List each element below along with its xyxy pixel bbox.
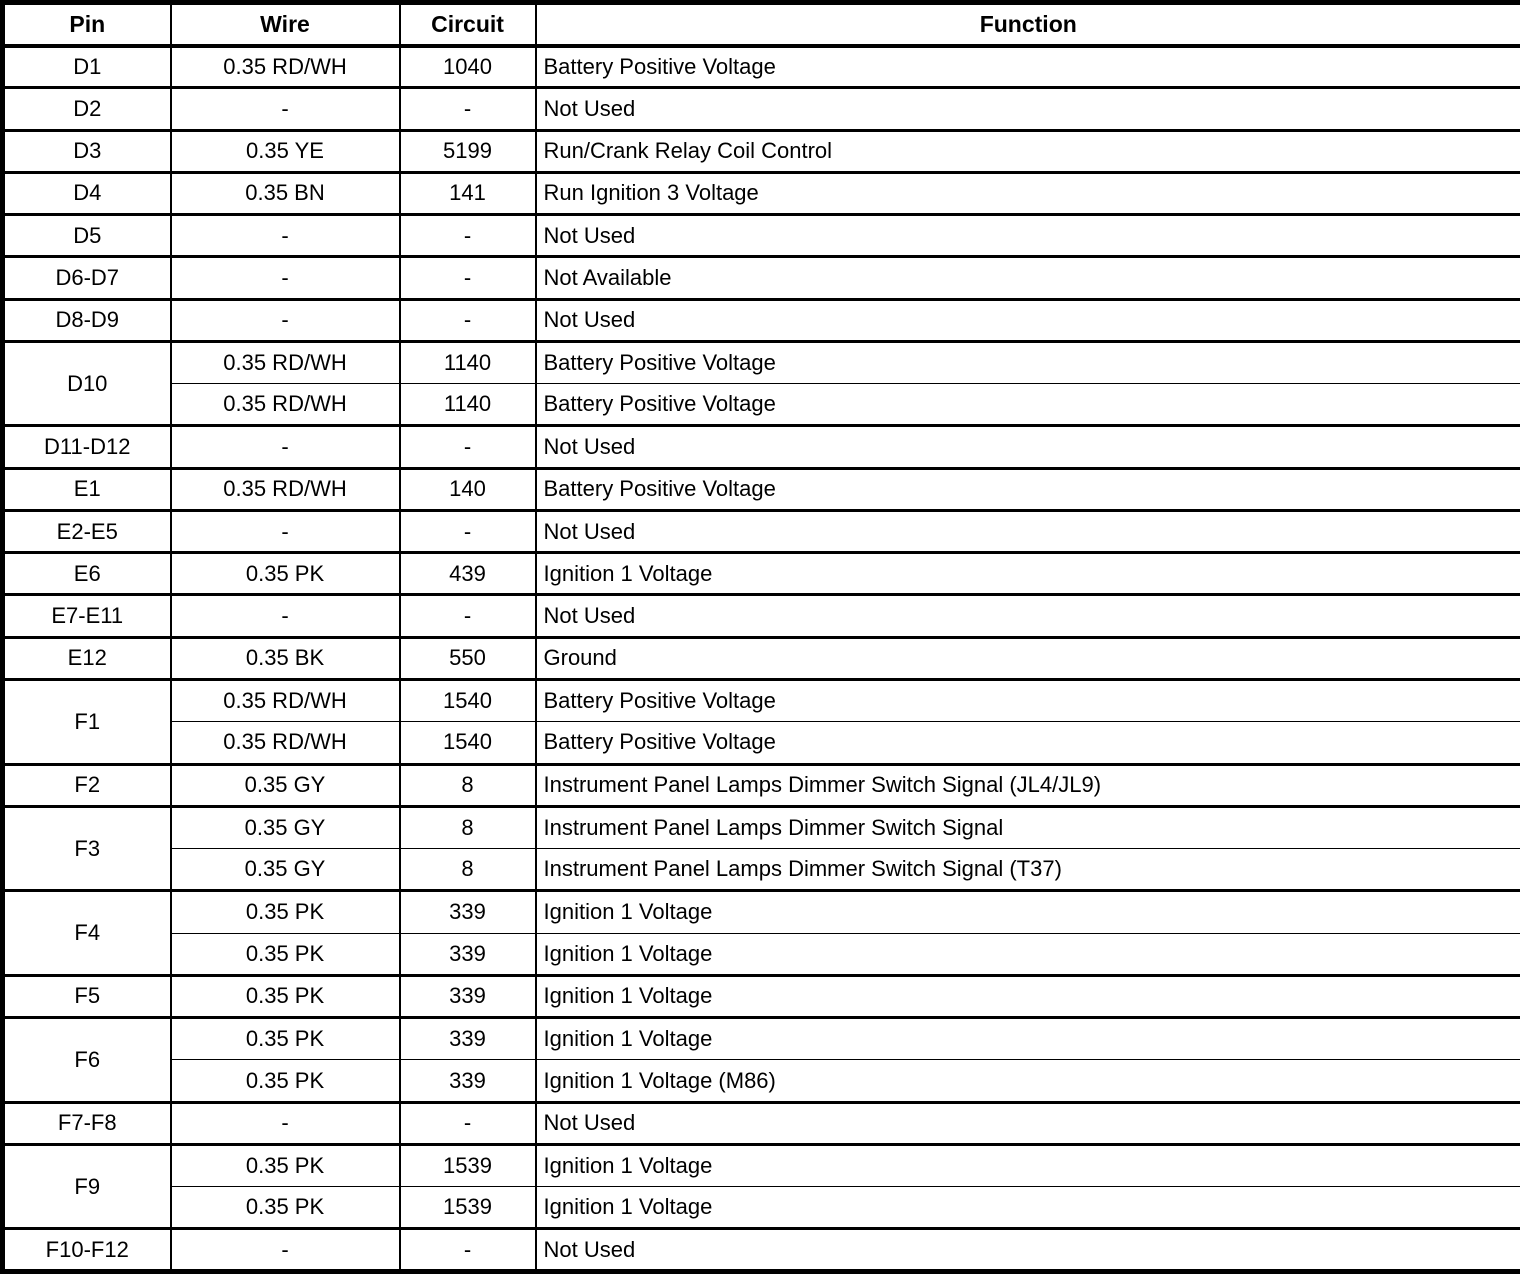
table-row	[3, 1018, 1520, 1060]
wire-cell: 0.35 GY	[171, 764, 400, 806]
pin-cell: D10	[3, 341, 171, 426]
wire-cell: 0.35 PK	[171, 975, 400, 1017]
table-row	[3, 46, 1520, 88]
pin-cell: E7-E11	[3, 595, 171, 637]
circuit-cell: 1539	[400, 1187, 536, 1229]
table-row	[3, 891, 1520, 933]
wire-cell: 0.35 RD/WH	[171, 341, 400, 383]
table-row	[3, 806, 1520, 848]
circuit-cell: 1540	[400, 722, 536, 764]
wire-cell: -	[171, 426, 400, 468]
wire-cell: 0.35 PK	[171, 891, 400, 933]
function-cell: Not Used	[536, 299, 1520, 341]
circuit-cell: 339	[400, 933, 536, 975]
function-cell: Not Used	[536, 510, 1520, 552]
header-row	[3, 3, 1520, 46]
wire-cell: -	[171, 1229, 400, 1272]
wire-cell: 0.35 RD/WH	[171, 722, 400, 764]
wire-cell: -	[171, 595, 400, 637]
table-row	[3, 299, 1520, 341]
table-row	[3, 722, 1520, 764]
wire-cell: 0.35 PK	[171, 1060, 400, 1102]
circuit-cell: 339	[400, 975, 536, 1017]
function-cell: Run Ignition 3 Voltage	[536, 172, 1520, 214]
pin-cell: D6-D7	[3, 257, 171, 299]
circuit-cell: -	[400, 595, 536, 637]
circuit-cell: 1140	[400, 384, 536, 426]
wire-cell: 0.35 PK	[171, 553, 400, 595]
table-row	[3, 215, 1520, 257]
pin-cell: F6	[3, 1018, 171, 1103]
wire-cell: 0.35 RD/WH	[171, 384, 400, 426]
table-row	[3, 1229, 1520, 1272]
circuit-cell: 140	[400, 468, 536, 510]
function-cell: Instrument Panel Lamps Dimmer Switch Signal (JL4/JL9)	[536, 764, 1520, 806]
pin-cell: F4	[3, 891, 171, 976]
function-cell: Not Used	[536, 426, 1520, 468]
table-row	[3, 468, 1520, 510]
wire-cell: 0.35 RD/WH	[171, 468, 400, 510]
pin-cell: E2-E5	[3, 510, 171, 552]
pin-cell: F7-F8	[3, 1102, 171, 1144]
wire-cell: -	[171, 299, 400, 341]
wire-cell: -	[171, 510, 400, 552]
pin-cell: F3	[3, 806, 171, 891]
wire-cell: 0.35 PK	[171, 1144, 400, 1186]
function-cell: Instrument Panel Lamps Dimmer Switch Signal	[536, 806, 1520, 848]
pin-cell: F5	[3, 975, 171, 1017]
pin-cell: D4	[3, 172, 171, 214]
function-cell: Not Used	[536, 215, 1520, 257]
function-cell: Ignition 1 Voltage	[536, 975, 1520, 1017]
wire-cell: 0.35 GY	[171, 806, 400, 848]
pin-cell: F9	[3, 1144, 171, 1229]
column-header-wire: Wire	[171, 3, 400, 46]
function-cell: Not Used	[536, 88, 1520, 130]
table-row	[3, 341, 1520, 383]
wire-cell: 0.35 YE	[171, 130, 400, 172]
circuit-cell: -	[400, 426, 536, 468]
circuit-cell: 1540	[400, 679, 536, 721]
column-header-pin: Pin	[3, 3, 171, 46]
function-cell: Battery Positive Voltage	[536, 722, 1520, 764]
table-row	[3, 1060, 1520, 1102]
table-row	[3, 595, 1520, 637]
circuit-cell: -	[400, 215, 536, 257]
function-cell: Not Available	[536, 257, 1520, 299]
circuit-cell: -	[400, 510, 536, 552]
circuit-cell: -	[400, 88, 536, 130]
table-row	[3, 679, 1520, 721]
table-row	[3, 510, 1520, 552]
function-cell: Ignition 1 Voltage	[536, 933, 1520, 975]
function-cell: Ignition 1 Voltage	[536, 1144, 1520, 1186]
circuit-cell: 8	[400, 806, 536, 848]
function-cell: Instrument Panel Lamps Dimmer Switch Signal (T37)	[536, 849, 1520, 891]
pin-cell: F1	[3, 679, 171, 764]
wire-cell: 0.35 RD/WH	[171, 679, 400, 721]
pin-cell: E12	[3, 637, 171, 679]
function-cell: Battery Positive Voltage	[536, 46, 1520, 88]
function-cell: Ignition 1 Voltage (M86)	[536, 1060, 1520, 1102]
circuit-cell: 439	[400, 553, 536, 595]
circuit-cell: 1140	[400, 341, 536, 383]
pin-cell: D2	[3, 88, 171, 130]
pin-cell: D5	[3, 215, 171, 257]
wire-cell: -	[171, 215, 400, 257]
circuit-cell: 339	[400, 1018, 536, 1060]
function-cell: Battery Positive Voltage	[536, 468, 1520, 510]
wire-cell: 0.35 PK	[171, 1018, 400, 1060]
pin-cell: D3	[3, 130, 171, 172]
pin-cell: F10-F12	[3, 1229, 171, 1272]
pin-cell: E1	[3, 468, 171, 510]
table-row	[3, 426, 1520, 468]
table-row	[3, 849, 1520, 891]
function-cell: Ignition 1 Voltage	[536, 891, 1520, 933]
wire-cell: 0.35 PK	[171, 1187, 400, 1229]
wire-cell: 0.35 RD/WH	[171, 46, 400, 88]
circuit-cell: -	[400, 257, 536, 299]
circuit-cell: -	[400, 1102, 536, 1144]
circuit-cell: 1040	[400, 46, 536, 88]
function-cell: Run/Crank Relay Coil Control	[536, 130, 1520, 172]
function-cell: Ignition 1 Voltage	[536, 1018, 1520, 1060]
wire-cell: -	[171, 1102, 400, 1144]
table-row	[3, 257, 1520, 299]
wire-cell: 0.35 GY	[171, 849, 400, 891]
pin-cell: E6	[3, 553, 171, 595]
wire-cell: -	[171, 257, 400, 299]
function-cell: Battery Positive Voltage	[536, 384, 1520, 426]
pin-cell: D11-D12	[3, 426, 171, 468]
function-cell: Battery Positive Voltage	[536, 341, 1520, 383]
table-row	[3, 172, 1520, 214]
table-row	[3, 384, 1520, 426]
wire-cell: 0.35 BN	[171, 172, 400, 214]
table-row	[3, 553, 1520, 595]
circuit-cell: -	[400, 1229, 536, 1272]
column-header-circuit: Circuit	[400, 3, 536, 46]
circuit-cell: 339	[400, 1060, 536, 1102]
function-cell: Ignition 1 Voltage	[536, 1187, 1520, 1229]
table-row	[3, 88, 1520, 130]
function-cell: Ground	[536, 637, 1520, 679]
table-row	[3, 975, 1520, 1017]
function-cell: Ignition 1 Voltage	[536, 553, 1520, 595]
wire-cell: -	[171, 88, 400, 130]
function-cell: Not Used	[536, 1102, 1520, 1144]
table-row	[3, 130, 1520, 172]
circuit-cell: 5199	[400, 130, 536, 172]
table-row	[3, 1187, 1520, 1229]
circuit-cell: 8	[400, 764, 536, 806]
table-body	[3, 46, 1520, 1272]
table-row	[3, 933, 1520, 975]
table-header	[3, 3, 1520, 46]
wire-cell: 0.35 PK	[171, 933, 400, 975]
wire-cell: 0.35 BK	[171, 637, 400, 679]
table-row	[3, 1144, 1520, 1186]
function-cell: Not Used	[536, 1229, 1520, 1272]
function-cell: Not Used	[536, 595, 1520, 637]
column-header-function: Function	[536, 3, 1520, 46]
circuit-cell: -	[400, 299, 536, 341]
circuit-cell: 1539	[400, 1144, 536, 1186]
table-row	[3, 764, 1520, 806]
circuit-cell: 339	[400, 891, 536, 933]
circuit-cell: 141	[400, 172, 536, 214]
function-cell: Battery Positive Voltage	[536, 679, 1520, 721]
circuit-cell: 550	[400, 637, 536, 679]
pin-cell: D8-D9	[3, 299, 171, 341]
table-row	[3, 1102, 1520, 1144]
pin-cell: D1	[3, 46, 171, 88]
table-row	[3, 637, 1520, 679]
pin-cell: F2	[3, 764, 171, 806]
circuit-cell: 8	[400, 849, 536, 891]
